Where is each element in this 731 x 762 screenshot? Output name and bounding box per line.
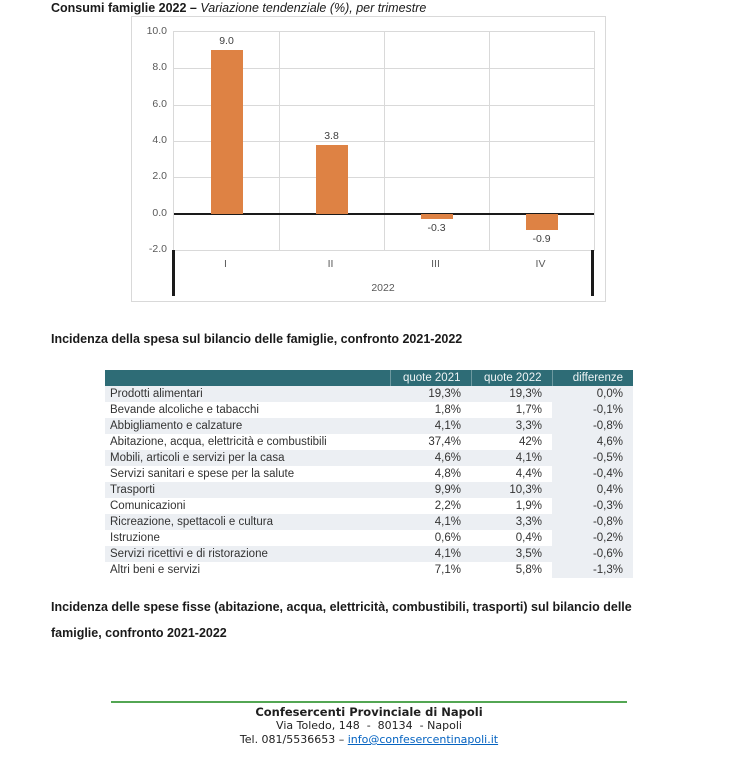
y-tick-label: -2.0 (148, 243, 167, 255)
row-value-cell: 10,3% (471, 482, 552, 498)
footer-organization: Confesercenti Provinciale di Napoli (255, 705, 483, 719)
row-label-cell: Altri beni e servizi (110, 564, 201, 576)
table-heading: Incidenza della spesa sul bilancio delle famiglie, confronto 2021-2022 (51, 332, 463, 346)
row-value-cell: 4,6% (390, 450, 471, 466)
spending-table (105, 370, 633, 578)
table-row (105, 466, 633, 482)
table-row (105, 450, 633, 466)
row-value-cell: -0,2% (552, 530, 633, 546)
row-value-cell: -0,1% (552, 402, 633, 418)
row-label-cell: Mobili, articoli e servizi per la casa (105, 450, 390, 466)
row-value-cell: 19,3% (471, 386, 552, 402)
table-row (105, 546, 633, 562)
table-row (105, 482, 633, 498)
column-header-2: quote 2022 (471, 370, 552, 386)
bar-II (316, 145, 348, 214)
y-tick-label: 6.0 (152, 97, 167, 110)
page-title-italic: Variazione tendenziale (%), per trimestre (196, 1, 427, 15)
row-value-cell: -0,6% (552, 546, 633, 562)
row-value-cell: 4,1% (390, 546, 471, 562)
bar-III (421, 214, 453, 219)
row-value-cell: -1,3% (552, 562, 633, 578)
table-row (105, 402, 633, 418)
table-row (105, 562, 633, 578)
bar-value-label: -0.3 (427, 222, 446, 235)
row-label-cell: Comunicazioni (110, 500, 186, 512)
row-value-cell: 4,6% (552, 434, 633, 450)
row-label-cell: Abitazione, acqua, elettricità e combustibili (110, 436, 327, 448)
bar-IV (526, 214, 558, 230)
gridline-vertical (279, 32, 280, 250)
x-category-label: III (431, 258, 440, 270)
row-value-cell: 4,8% (434, 468, 461, 480)
x-category-label: IV (535, 258, 546, 270)
page-title-bold: Consumi famiglie 2022 – (51, 1, 197, 15)
row-value-cell: 4,1% (390, 418, 471, 434)
column-header-empty (105, 370, 390, 386)
row-value-cell: -0,4% (552, 466, 633, 482)
row-value-cell: 42% (518, 436, 542, 448)
row-label-cell: Trasporti (105, 482, 390, 498)
subheading-line2: famiglie, confronto 2021-2022 (51, 626, 227, 640)
footer-tel-prefix: Tel. 081/5536653 – (239, 733, 348, 746)
row-value-cell: 5,8% (515, 564, 542, 576)
table-row (105, 418, 633, 434)
row-value-cell: 2,2% (434, 500, 461, 512)
page-footer (105, 701, 633, 747)
chart-y-axis (132, 25, 167, 255)
x-axis-tick-right (591, 250, 594, 296)
y-tick-label: 0.0 (152, 206, 167, 219)
row-value-cell: 4,1% (471, 450, 552, 466)
footer-email-link[interactable]: info@confesercentinapoli.it (347, 733, 499, 746)
row-value-cell: 0,0% (552, 386, 633, 402)
table-row (105, 386, 633, 402)
row-value-cell: 1,8% (434, 404, 461, 416)
row-value-cell: -0,3% (552, 498, 633, 514)
x-group-label: 2022 (371, 282, 395, 294)
chart-x-axis (173, 249, 593, 299)
y-tick-label: 8.0 (152, 61, 167, 74)
table-row (105, 498, 633, 514)
x-category-label: I (224, 258, 227, 270)
spending-table-header (105, 370, 633, 386)
gridline-vertical (384, 32, 385, 250)
row-value-cell: 0,4% (552, 482, 633, 498)
row-label-cell: Istruzione (110, 532, 160, 544)
y-tick-label: 10.0 (146, 25, 167, 37)
row-value-cell: 3,5% (471, 546, 552, 562)
footer-address: Via Toledo, 148 - 80134 - Napoli (276, 719, 462, 732)
column-header-1: quote 2021 (390, 370, 471, 386)
gridline-vertical (489, 32, 490, 250)
row-value-cell: 4,4% (515, 468, 542, 480)
table-row (105, 530, 633, 546)
column-header-3: differenze (552, 370, 633, 386)
x-axis-tick-left (172, 250, 175, 296)
subheading-line1: Incidenza delle spese fisse (abitazione, acqua, elettricità, combustibili, trasporti) sul bilancio delle (51, 600, 632, 614)
table-row (105, 514, 633, 530)
row-value-cell: 1,7% (515, 404, 542, 416)
table-row (105, 434, 633, 450)
row-value-cell: 7,1% (434, 564, 461, 576)
subheading (51, 594, 691, 646)
row-value-cell: 1,9% (515, 500, 542, 512)
row-value-cell: 9,9% (390, 482, 471, 498)
bar-I (211, 50, 243, 214)
row-value-cell: 3,3% (471, 418, 552, 434)
spending-table-body (105, 386, 633, 578)
row-value-cell: 0,6% (434, 532, 461, 544)
row-label-cell: Ricreazione, spettacoli e cultura (105, 514, 390, 530)
bar-chart (131, 16, 606, 302)
footer-telephone (105, 733, 633, 747)
row-label-cell: Prodotti alimentari (105, 386, 390, 402)
row-value-cell: 19,3% (390, 386, 471, 402)
y-tick-label: 4.0 (152, 134, 167, 146)
y-tick-label: 2.0 (152, 170, 167, 183)
row-label-cell: Abbigliamento e calzature (105, 418, 390, 434)
row-value-cell: 37,4% (428, 436, 461, 448)
row-value-cell: -0,8% (552, 514, 633, 530)
bar-value-label: -0.9 (532, 233, 551, 246)
row-label-cell: Servizi sanitari e spese per la salute (110, 468, 295, 480)
row-value-cell: 0,4% (515, 532, 542, 544)
bar-value-label: 3.8 (324, 129, 339, 142)
row-label-cell: Bevande alcoliche e tabacchi (110, 404, 259, 416)
row-value-cell: 3,3% (471, 514, 552, 530)
x-category-label: II (327, 258, 334, 270)
chart-plot (173, 31, 595, 251)
row-value-cell: -0,8% (552, 418, 633, 434)
row-value-cell: -0,5% (552, 450, 633, 466)
page-title (51, 1, 426, 15)
footer-rule (111, 701, 627, 703)
table-header-row (105, 370, 633, 386)
row-value-cell: 4,1% (390, 514, 471, 530)
bar-value-label: 9.0 (219, 35, 234, 48)
row-label-cell: Servizi ricettivi e di ristorazione (105, 546, 390, 562)
